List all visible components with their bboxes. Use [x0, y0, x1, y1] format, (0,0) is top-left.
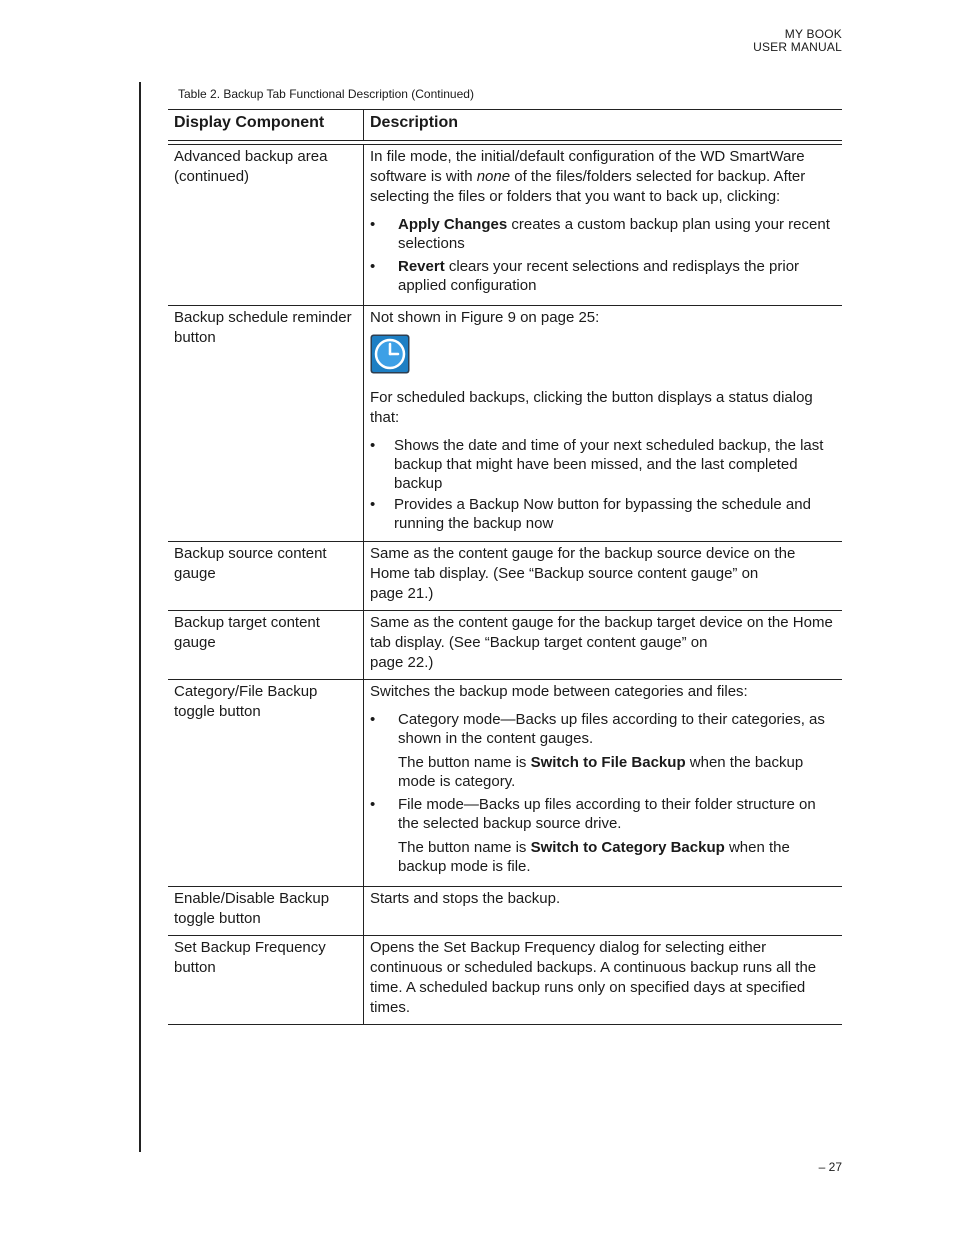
emphasis-none: none — [476, 168, 511, 185]
component-cell: Enable/Disable Backup toggle button — [168, 887, 364, 935]
description-cell: Switches the backup mode between categories and files: • Category mode—Backs up files according to their categories, as shown in the content gauges. The button name is Switch to File Backup when the backup mode is category. • File mode—Backs up files according to their folder structure on the selected backup source drive. The button name is Switch to Category Backup when the backup mode is file. — [364, 680, 842, 886]
description-cell: In file mode, the initial/default configuration of the WD SmartWare software is with none of the files/folders selected for backup. After selecting the files or folders that you want to back up, clicking: • Apply Changes creates a custom backup plan using your recent selections • Revert clears your recent selections and redisplays the prior applied configuration — [364, 145, 842, 305]
list-item: • Shows the date and time of your next scheduled backup, the last backup that might have been missed, and the last completed backup — [370, 436, 836, 493]
table-row — [168, 306, 842, 542]
column-header-description: Description — [370, 114, 459, 131]
description-cell: Opens the Set Backup Frequency dialog for selecting either continuous or scheduled backups. A continuous backup runs all the time. A scheduled backup runs only on specified days at specified times. — [370, 939, 817, 1016]
table-header-row — [168, 110, 842, 140]
table-row — [168, 542, 842, 611]
table-row — [168, 936, 842, 1025]
column-header-component: Display Component — [168, 110, 364, 140]
list-item: • Provides a Backup Now button for bypassing the schedule and running the backup now — [370, 495, 836, 533]
description-cell: Same as the content gauge for the backup target device on the Home tab display. (See “Backup target content gauge” on page 22.) — [370, 614, 833, 671]
table-row — [168, 680, 842, 887]
margin-rule — [139, 82, 141, 1152]
header-manual: USER MANUAL — [753, 40, 842, 54]
description-cell: Same as the content gauge for the backup source device on the Home tab display. (See “Backup source content gauge” on page 21.) — [370, 545, 796, 602]
header-product: MY BOOK — [784, 27, 842, 41]
description-cell: Not shown in Figure 9 on page 25: For scheduled backups, clicking the button displays a status dialog that: • Shows the date and time of your next scheduled backup, the last backup that might have been missed, and the last completed backup • Provides a Backup Now button for bypassing the schedule and running the backup now — [364, 306, 842, 541]
page-number: – 27 — [818, 1160, 842, 1174]
list-item: • File mode—Backs up files according to their folder structure on the selected backup source drive. The button name is Switch to Category Backup when the backup mode is file. — [370, 795, 836, 876]
table-caption: Table 2. Backup Tab Functional Description (Continued) — [178, 87, 474, 101]
running-header — [753, 28, 842, 54]
list-item: • Apply Changes creates a custom backup plan using your recent selections — [370, 215, 836, 253]
backup-tab-table — [168, 109, 842, 1025]
component-cell: Backup schedule reminder button — [168, 306, 364, 541]
component-cell: Category/File Backup toggle button — [168, 680, 364, 886]
component-cell: Set Backup Frequency button — [168, 936, 364, 1024]
table-row — [168, 887, 842, 936]
component-cell: Backup source content gauge — [168, 542, 364, 610]
list-item: • Category mode—Backs up files according to their categories, as shown in the content gauges. The button name is Switch to File Backup when the backup mode is category. — [370, 710, 836, 791]
table-row — [168, 611, 842, 680]
component-cell: Backup target content gauge — [168, 611, 364, 679]
description-cell: Starts and stops the backup. — [370, 890, 561, 907]
table-row — [168, 145, 842, 306]
component-cell: Advanced backup area (continued) — [168, 145, 364, 305]
clock-icon — [370, 334, 836, 380]
list-item: • Revert clears your recent selections and redisplays the prior applied configuration — [370, 257, 836, 295]
